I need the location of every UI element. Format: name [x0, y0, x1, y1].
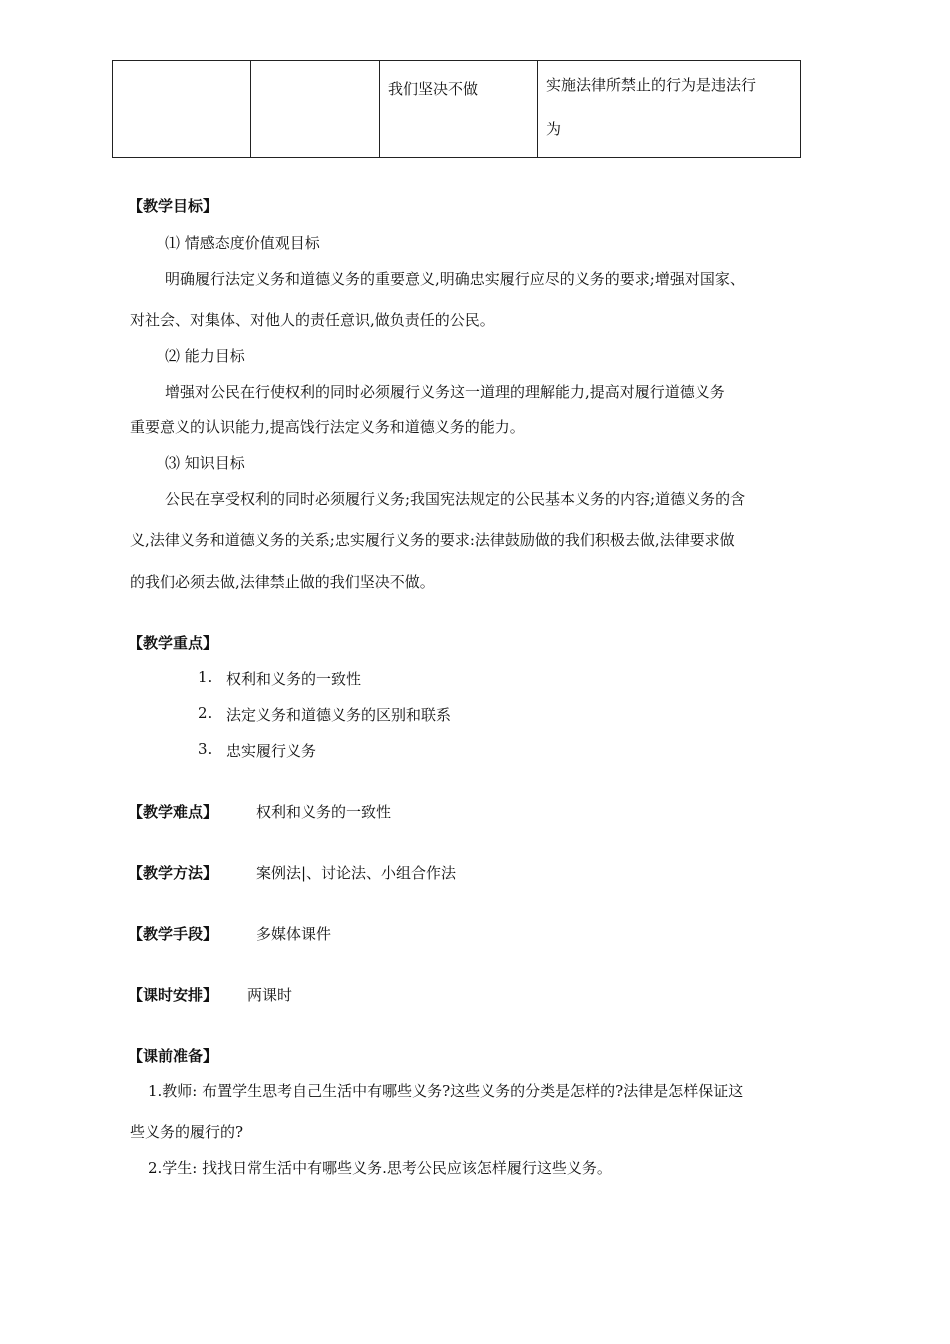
table-cell-4-line2: 为 [546, 120, 562, 138]
goals-section2-line1: 增强对公民在行使权利的同时必须履行义务这一道理的理解能力,提高对履行道德义务 [165, 383, 725, 401]
goals-section1-title: ⑴ 情感态度价值观目标 [165, 234, 320, 252]
key-point-num-1: 1. [198, 668, 213, 686]
prep-student-line: 2.学生: 找找日常生活中有哪些义务.思考公民应该怎样履行这些义务。 [148, 1159, 612, 1177]
key-point-text-3: 忠实履行义务 [226, 742, 317, 760]
prep-teacher-line2: 些义务的履行的? [130, 1123, 244, 1141]
goals-section2-line2: 重要意义的认识能力,提高饯行法定义务和道德义务的能力。 [130, 418, 525, 436]
goals-section3-line1: 公民在享受权利的同时必须履行义务;我国宪法规定的公民基本义务的内容;道德义务的含 [165, 490, 746, 508]
prep-teacher-line1: 1.教师: 布置学生思考自己生活中有哪些义务?这些义务的分类是怎样的?法律是怎样保证这 [148, 1082, 744, 1100]
prep-heading: 【课前准备】 [128, 1047, 219, 1065]
table-cell-2 [251, 61, 380, 158]
table-cell-3 [380, 61, 538, 158]
key-point-num-3: 3. [198, 740, 213, 758]
key-point-text-1: 权利和义务的一致性 [226, 670, 362, 688]
goals-heading: 【教学目标】 [128, 197, 219, 215]
difficulty-heading: 【教学难点】 [128, 803, 219, 821]
means-heading: 【教学手段】 [128, 925, 219, 943]
means-text: 多媒体课件 [256, 925, 332, 943]
goals-section1-line1: 明确履行法定义务和道德义务的重要意义,明确忠实履行应尽的义务的要求;增强对国家、 [165, 270, 745, 288]
schedule-heading: 【课时安排】 [128, 986, 219, 1004]
goals-section3-title: ⑶ 知识目标 [165, 454, 245, 472]
key-point-num-2: 2. [198, 704, 213, 722]
schedule-text: 两课时 [247, 986, 293, 1004]
goals-section1-line2: 对社会、对集体、对他人的责任意识,做负责任的公民。 [130, 311, 495, 329]
objectives-table [112, 60, 801, 158]
key-point-text-2: 法定义务和道德义务的区别和联系 [226, 706, 452, 724]
table-cell-1 [113, 61, 251, 158]
table-row [113, 61, 801, 158]
goals-section2-title: ⑵ 能力目标 [165, 347, 245, 365]
difficulty-text: 权利和义务的一致性 [256, 803, 392, 821]
method-heading: 【教学方法】 [128, 864, 219, 882]
goals-section3-line2: 义,法律义务和道德义务的关系;忠实履行义务的要求:法律鼓励做的我们积极去做,法律要求做 [130, 531, 735, 549]
table-cell-4-line1: 实施法律所禁止的行为是违法行 [546, 76, 757, 94]
goals-section3-line3: 的我们必须去做,法律禁止做的我们坚决不做。 [130, 573, 435, 591]
key-points-heading: 【教学重点】 [128, 634, 219, 652]
table-cell-3-text: 我们坚决不做 [388, 80, 479, 98]
method-text: 案例法|、讨论法、小组合作法 [256, 864, 457, 882]
table-cell-4 [538, 61, 801, 158]
